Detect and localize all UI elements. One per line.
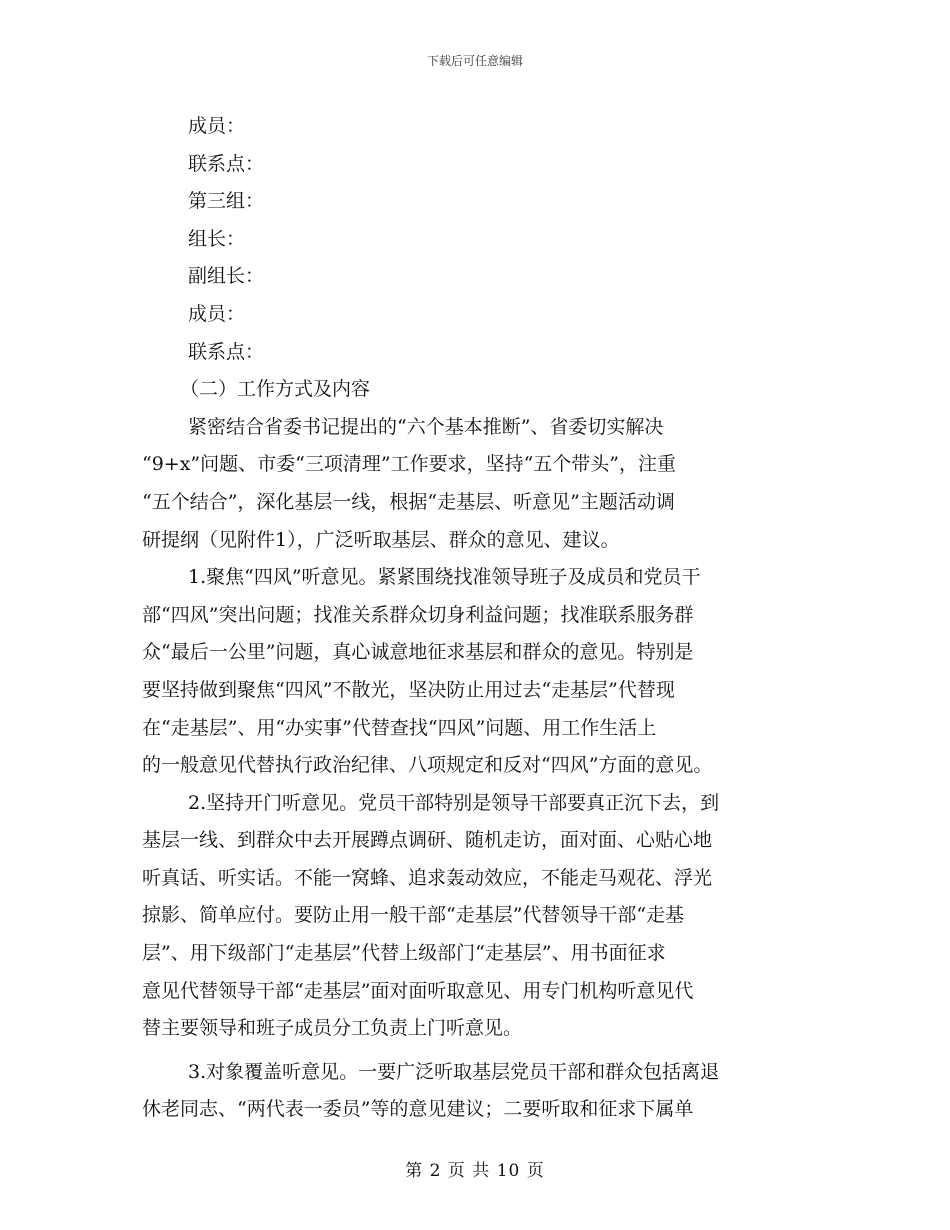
field-label-contact-point: 联系点： xyxy=(188,152,265,175)
field-label-members: 成员： xyxy=(188,115,246,137)
paragraph-line: 众“最后一公里”问题，真心诚意地征求基层和群众的意见。特别是 xyxy=(142,641,694,664)
field-label-members: 成员： xyxy=(188,302,246,325)
page-header-note: 下载后可任意编辑 xyxy=(426,54,523,68)
paragraph-item-2 xyxy=(142,785,810,1048)
field-label-group-three: 第三组： xyxy=(188,190,265,213)
paragraph-line: 1.聚焦“四风”听意见。紧紧围绕找准领导班子及成员和党员干 xyxy=(188,566,701,589)
paragraph-line: 层”、用下级部门“走基层”代替上级部门“走基层”、用书面征求 xyxy=(142,942,666,965)
paragraph-line: 替主要领导和班子成员分工负责上门听意见。 xyxy=(142,1017,523,1040)
paragraph-line: 研提纲（见附件1），广泛听取基层、群众的意见、建议。 xyxy=(142,528,620,551)
paragraph-line: 要坚持做到聚焦“四风”不散光，坚决防止用过去“走基层”代替现 xyxy=(142,678,675,701)
paragraph-line: 意见代替领导干部“走基层”面对面听取意见、用专门机构听意见代 xyxy=(142,979,694,1002)
paragraph-item-3 xyxy=(142,1054,810,1129)
paragraph-line: 部“四风”突出问题；找准关系群众切身利益问题；找准联系服务群 xyxy=(142,603,694,626)
paragraph-line: 的一般意见代替执行政治纪律、八项规定和反对“四风”方面的意见。 xyxy=(142,754,713,777)
paragraph-line: 2.坚持开门听意见。党员干部特别是领导干部要真正沉下去，到 xyxy=(188,791,720,814)
paragraph-line: 听真话、听实话。不能一窝蜂、追求轰动效应，不能走马观花、浮光 xyxy=(142,866,713,889)
paragraph-item-1 xyxy=(142,559,810,785)
paragraph-line: 休老同志、“两代表一委员”等的意见建议；二要听取和征求下属单 xyxy=(142,1098,694,1121)
paragraph-line: 紧密结合省委书记提出的“六个基本推断”、省委切实解决 xyxy=(188,415,664,438)
paragraph-line: “五个结合”，深化基层一线，根据“走基层、听意见”主题活动调 xyxy=(142,490,675,513)
paragraph-line: 基层一线、到群众中去开展蹲点调研、随机走访，面对面、心贴心地 xyxy=(142,829,713,852)
paragraph-line: 3.对象覆盖听意见。一要广泛听取基层党员干部和群众包括离退 xyxy=(188,1060,720,1083)
paragraph-line: “9+x”问题、市委“三项清理”工作要求，坚持“五个带头”，注重 xyxy=(142,453,677,476)
field-label-contact-point: 联系点： xyxy=(188,340,265,363)
paragraph-line: 掠影、简单应付。要防止用一般干部“走基层”代替领导干部“走基 xyxy=(142,904,685,927)
section-title: （二）工作方式及内容 xyxy=(180,378,371,401)
document-body xyxy=(142,108,810,1129)
field-label-deputy-leader: 副组长： xyxy=(188,265,265,288)
paragraph-intro xyxy=(142,409,810,559)
field-label-group-leader: 组长： xyxy=(188,227,246,250)
paragraph-line: 在“走基层”、用“办实事”代替查找“四风”问题、用工作生活上 xyxy=(142,716,657,739)
page-number-footer: 第 2 页 共 10 页 xyxy=(405,1161,545,1181)
